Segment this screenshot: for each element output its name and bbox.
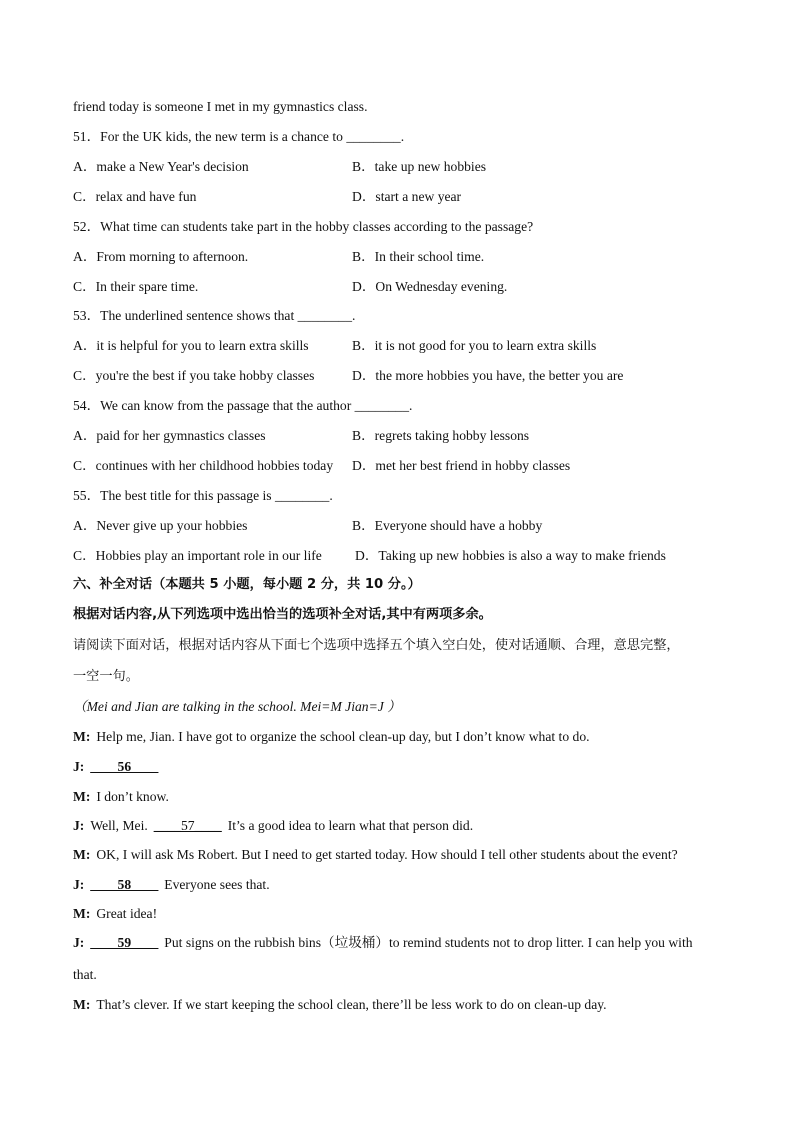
dialogue-line-8 (73, 934, 693, 952)
question-51-options-cd (73, 188, 462, 206)
option-52-c[interactable]: C．In their spare time. (73, 279, 199, 294)
question-53-options-ab (73, 337, 597, 355)
passage-tail: friend today is someone I met in my gymnastics class. (73, 99, 368, 114)
question-52-options-ab (73, 248, 485, 266)
speaker-label: M: (73, 997, 91, 1012)
dialogue-text: OK, I will ask Ms Robert. But I need to get started today. How should I tell other students about the event? (96, 847, 678, 862)
dialogue-line-7 (73, 905, 157, 923)
speaker-label: M: (73, 847, 91, 862)
speaker-label: J: (73, 877, 85, 892)
speaker-label: M: (73, 729, 91, 744)
option-52-a[interactable]: A．From morning to afternoon. (73, 249, 249, 264)
dialogue-line-5 (73, 846, 678, 864)
option-55-c[interactable]: C．Hobbies play an important role in our life (73, 548, 322, 563)
dialogue-text: Help me, Jian. I have got to organize the school clean-up day, but I don’t know what to do. (96, 729, 590, 744)
question-51-options-ab (73, 158, 487, 176)
option-53-d[interactable]: D．the more hobbies you have, the better you are (352, 368, 624, 383)
dialogue-line-9 (73, 996, 607, 1014)
dialogue-text: Everyone sees that. (164, 877, 270, 892)
option-53-b[interactable]: B．it is not good for you to learn extra skills (352, 338, 597, 353)
option-51-b[interactable]: B．take up new hobbies (352, 159, 487, 174)
speaker-label: J: (73, 818, 85, 833)
dialogue-line-4 (73, 817, 473, 835)
option-51-d[interactable]: D．start a new year (352, 189, 462, 204)
section-6-instruction: 根据对话内容,从下列选项中选出恰当的选项补全对话,其中有两项多余。 (73, 607, 492, 622)
question-54-options-cd (73, 457, 571, 475)
dialogue-line-2 (73, 758, 158, 776)
blank-57[interactable]: ____57____ (153, 818, 222, 833)
question-54-stem: 54．We can know from the passage that the author ________. (73, 398, 413, 413)
option-51-a[interactable]: A．make a New Year's decision (73, 159, 249, 174)
speaker-label: J: (73, 935, 85, 950)
dialogue-line-6 (73, 876, 270, 894)
option-55-d[interactable]: D．Taking up new hobbies is also a way to make friends (355, 548, 666, 563)
blank-58[interactable]: ____58____ (90, 877, 159, 892)
section-6-directions-line2: 一空一句。 (73, 669, 139, 684)
dialogue-text: Great idea! (96, 906, 158, 921)
question-53-options-cd (73, 367, 624, 385)
dialogue-line-1 (73, 728, 590, 746)
option-55-a[interactable]: A．Never give up your hobbies (73, 518, 248, 533)
option-53-c[interactable]: C．you're the best if you take hobby classes (73, 368, 315, 383)
option-51-c[interactable]: C．relax and have fun (73, 189, 197, 204)
option-53-a[interactable]: A．it is helpful for you to learn extra skills (73, 338, 309, 353)
dialogue-text: It’s a good idea to learn what that person did. (227, 818, 474, 833)
question-55-options-ab (73, 517, 543, 535)
question-52-stem: 52．What time can students take part in the hobby classes according to the passage? (73, 219, 534, 234)
option-55-b[interactable]: B．Everyone should have a hobby (352, 518, 543, 533)
option-54-d[interactable]: D．met her best friend in hobby classes (352, 458, 571, 473)
speaker-label: M: (73, 906, 91, 921)
section-6-directions-line1: 请阅读下面对话，根据对话内容从下面七个选项中选择五个填入空白处，使对话通顺、合理，意思完整， (73, 638, 680, 653)
option-52-d[interactable]: D．On Wednesday evening. (352, 279, 508, 294)
dialogue-text: I don’t know. (96, 789, 169, 804)
question-54-options-ab (73, 427, 530, 445)
dialogue-line-3 (73, 788, 169, 806)
option-54-c[interactable]: C．continues with her childhood hobbies today (73, 458, 334, 473)
blank-56[interactable]: ____56____ (90, 759, 159, 774)
dialogue-setting: （Mei and Jian are talking in the school. Mei=M Jian=J ） (73, 699, 401, 714)
question-51-stem: 51．For the UK kids, the new term is a chance to ________. (73, 129, 405, 144)
option-52-b[interactable]: B．In their school time. (352, 249, 485, 264)
question-52-options-cd (73, 278, 508, 296)
section-6-heading: 六、补全对话（本题共 5 小题，每小题 2 分，共 10 分。） (73, 577, 421, 592)
question-53-stem: 53．The underlined sentence shows that ________. (73, 308, 356, 323)
dialogue-text: Put signs on the rubbish bins（垃圾桶）to remind students not to drop litter. I can help you with (164, 935, 693, 950)
question-55-options-cd (73, 547, 666, 565)
dialogue-line-8-continued: that. (73, 967, 97, 982)
option-54-a[interactable]: A．paid for her gymnastics classes (73, 428, 266, 443)
speaker-label: J: (73, 759, 85, 774)
dialogue-text: That’s clever. If we start keeping the school clean, there’ll be less work to do on clean-up day. (96, 997, 607, 1012)
speaker-label: M: (73, 789, 91, 804)
blank-59[interactable]: ____59____ (90, 935, 159, 950)
option-54-b[interactable]: B．regrets taking hobby lessons (352, 428, 530, 443)
question-55-stem: 55．The best title for this passage is ________. (73, 488, 333, 503)
dialogue-text: Well, Mei. (90, 818, 148, 833)
